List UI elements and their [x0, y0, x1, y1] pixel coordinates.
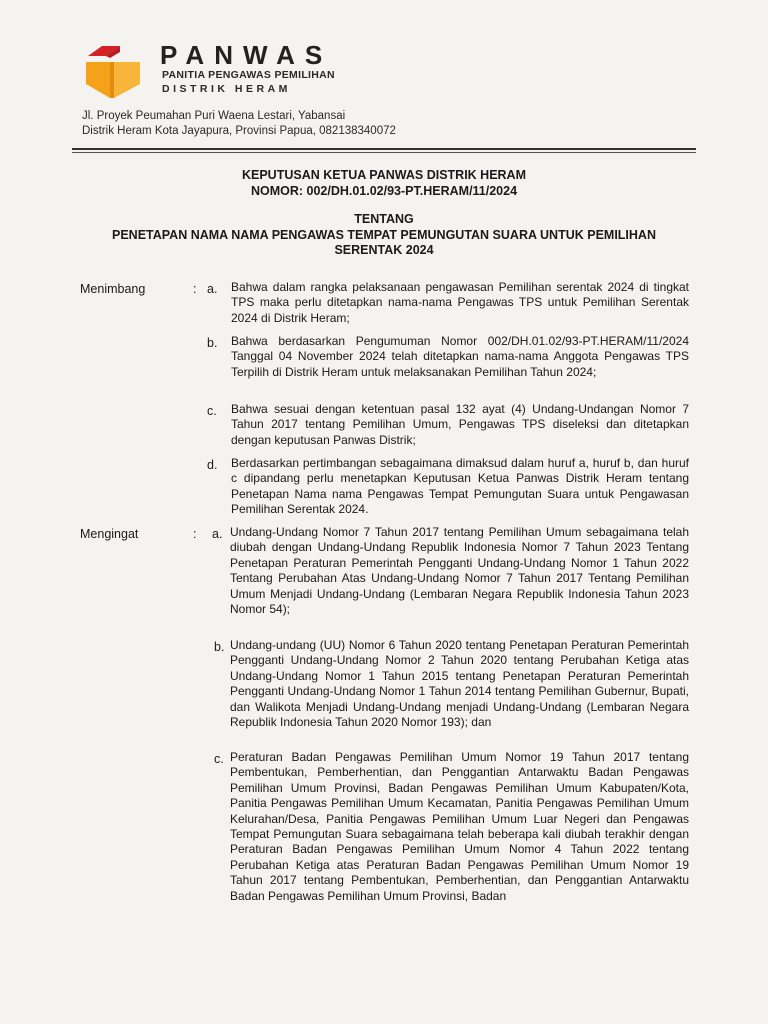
- decree-subject-line-1: PENETAPAN NAMA NAMA PENGAWAS TEMPAT PEMUNGUTAN SUARA UNTUK PEMILIHAN: [112, 228, 656, 242]
- menimbang-item-letter: b.: [207, 336, 218, 350]
- decree-subject-line-2: SERENTAK 2024: [334, 243, 434, 257]
- mengingat-item-letter: a.: [212, 527, 223, 541]
- mengingat-label: Mengingat: [80, 527, 139, 541]
- menimbang-item-letter: c.: [207, 404, 217, 418]
- decree-number: NOMOR: 002/DH.01.02/93-PT.HERAM/11/2024: [250, 184, 518, 198]
- address-line-1: Jl. Proyek Peumahan Puri Waena Lestari, Yabansai: [82, 110, 346, 122]
- mengingat-item-text: Peraturan Badan Pengawas Pemilihan Umum Nomor 19 Tahun 2017 tentang Pembentukan, Pemberhentian, dan Penggantian Antarwaktu Badan Pengawas Pemilihan Umum Provinsi, Badan Pengawas Pemilihan Umum Kabupaten/Kota, Panitia Pengawas Pemilihan Umum Kecamatan, Panitia Pengawas Pemilihan Umum Kelurahan/Desa, Panitia Pengawas Pemilihan Umum Luar Negeri dan Pengawas Tempat Pemungutan Suara sebagaimana telah beberapa kali diubah terakhir dengan Peraturan Badan Pengawas Pemilihan Umum Nomor 4 Tahun 2022 tentang Perubahan Ketiga atas Peraturan Badan Pengawas Pemilihan Umum Nomor 19 Tahun 2017 tentang Pembentukan, Pemberhentian, dan Penggantian Antarwaktu Badan Pengawas Pemilihan Umum Provinsi, Badan: [230, 750, 689, 903]
- decree-about: TENTANG: [354, 212, 414, 226]
- menimbang-item-letter: d.: [207, 458, 218, 472]
- menimbang-label: Menimbang: [80, 282, 146, 296]
- org-subtitle: PANITIA PENGAWAS PEMILIHAN: [162, 69, 335, 81]
- menimbang-item-text: Bahwa berdasarkan Pengumuman Nomor 002/DH.01.02/93-PT.HERAM/11/2024 Tanggal 04 November 2024 telah ditetapkan nama-nama Anggota Pengawas TPS Terpilih di Distrik Heram untuk melaksanakan Pemilihan Tahun 2024;: [231, 334, 689, 379]
- menimbang-item-text: Bahwa sesuai dengan ketentuan pasal 132 ayat (4) Undang-Undangan Nomor 7 Tahun 2017 tentang Pemilihan Umum, Pengawas TPS diseleksi dan ditetapkan dengan keputusan Panwas Distrik;: [231, 402, 689, 447]
- header-divider: [72, 148, 696, 150]
- mengingat-item-text: Undang-Undang Nomor 7 Tahun 2017 tentang Pemilihan Umum sebagaimana telah diubah dengan Undang-Undang Republik Indonesia Nomor 7 Tahun 2023 Tentang Penetapan Peraturan Pemerintah Pengganti Undang-Undang Nomor 1 Tahun 2022 Tentang Perubahan Atas Undang-Undang Nomor 7 Tahun 2017 Tentang Pemilihan Umum Menjadi Undang-Undang (Lembaran Negara Republik Indonesia Tahun 2023 Nomor 54);: [230, 525, 689, 617]
- mengingat-item-text: Undang-undang (UU) Nomor 6 Tahun 2020 tentang Penetapan Peraturan Pemerintah Pengganti Undang-Undang Nomor 2 Tahun 2020 tentang Perubahan Ketiga atas Undang-Undang Nomor 1 Tahun 2015 tentang Penetapan Peraturan Pemerintah Pengganti Undang-Undang Nomor 1 Tahun 2014 tentang Pemilihan Gubernur, Bupati, dan Walikota Menjadi Undang-Undang menjadi Undang-Undang (Lembaran Negara Republik Indonesia Tahun 2020 Nomor 193); dan: [230, 638, 689, 730]
- panwas-logo: [80, 40, 150, 104]
- menimbang-item-text: Berdasarkan pertimbangan sebagaimana dimaksud dalam huruf a, huruf b, dan huruf c dipandang perlu menetapkan Keputusan Ketua Panwas Distrik Heram tentang Penetapan Nama nama Pengawas Tempat Pemungutan Suara untuk Pengawasan Pemilihan Serentak 2024.: [231, 456, 689, 517]
- header-divider-thin: [72, 152, 696, 153]
- menimbang-item-letter: a.: [207, 282, 218, 296]
- org-name: PANWAS: [160, 40, 333, 70]
- decree-title: KEPUTUSAN KETUA PANWAS DISTRIK HERAM: [241, 168, 527, 182]
- menimbang-item-text: Bahwa dalam rangka pelaksanaan pengawasan Pemilihan serentak 2024 di tingkat TPS maka perlu ditetapkan nama-nama Pengawas TPS untuk Pemilihan Serentak 2024 di Distrik Heram;: [231, 280, 689, 325]
- mengingat-colon: :: [193, 527, 197, 541]
- menimbang-colon: :: [193, 282, 197, 296]
- mengingat-item-letter: b.: [214, 640, 225, 654]
- org-district: DISTRIK HERAM: [162, 83, 291, 95]
- mengingat-item-letter: c.: [214, 752, 224, 766]
- address-line-2: Distrik Heram Kota Jayapura, Provinsi Papua, 082138340072: [82, 125, 396, 137]
